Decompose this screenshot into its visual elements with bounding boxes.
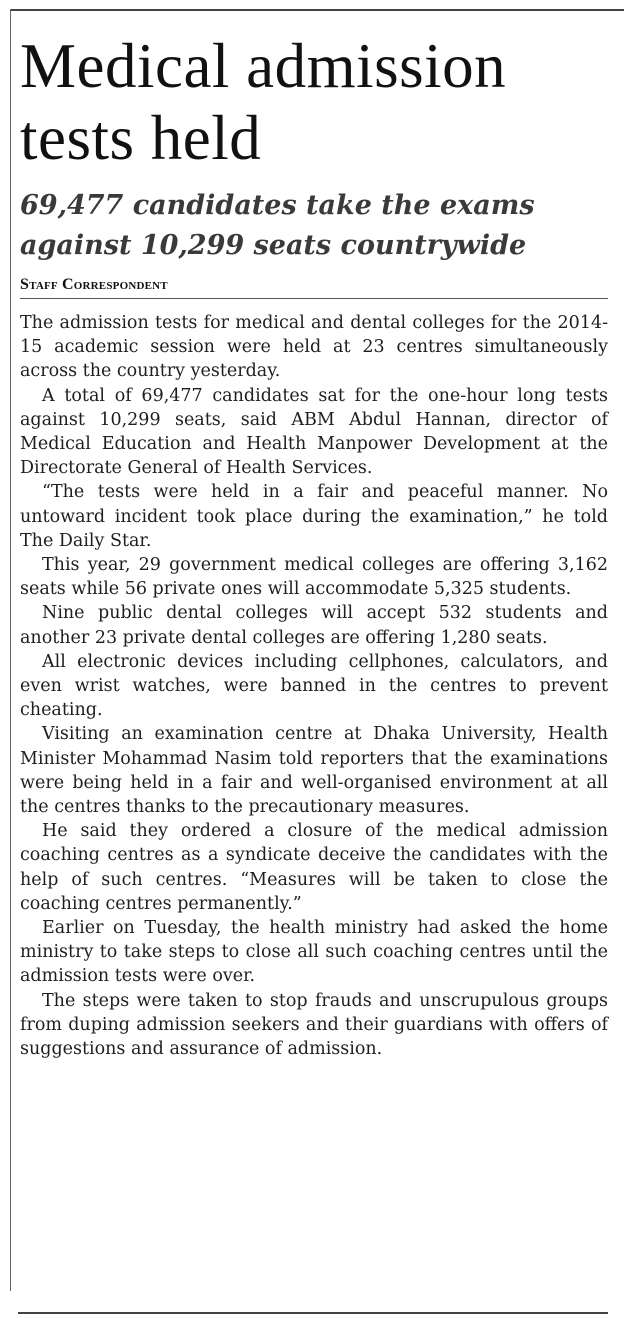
body-paragraph: Visiting an examination centre at Dhaka University, Health Minister Mohammad Nasim told reporters that the examinations were being held in a fair and well-organised environment at all the centres thanks to the precautionary measures. [20, 724, 608, 818]
body-paragraph: He said they ordered a closure of the medical admission coaching centres as a syndicate deceive the candidates with the help of such centres. “Measures will be taken to close the coaching centres permanently.” [20, 821, 608, 914]
body-paragraph: The admission tests for medical and dental colleges for the 2014-15 academic session were held at 23 centres simultaneously across the country yesterday. [20, 313, 608, 382]
article-body [20, 311, 608, 1061]
subheadline: 69,477 candidates take the exams against 10,299 seats countrywide [20, 190, 535, 261]
body-paragraph: The steps were taken to stop frauds and unscrupulous groups from duping admission seekers and their guardians with offers of suggestions and assurance of admission. [20, 990, 608, 1060]
body-paragraph: Earlier on Tuesday, the health ministry had asked the home ministry to take steps to close all such coaching centres until the admission tests were over. [20, 918, 608, 987]
news-article [20, 30, 608, 1061]
byline: Staff Correspondent [20, 276, 608, 299]
body-paragraph: All electronic devices including cellphones, calculators, and even wrist watches, were banned in the centres to prevent cheating. [20, 651, 608, 721]
top-border-rule [10, 9, 624, 11]
body-paragraph: This year, 29 government medical colleges are offering 3,162 seats while 56 private ones will accommodate 5,325 students. [20, 555, 608, 600]
body-paragraph: “The tests were held in a fair and peaceful manner. No untoward incident took place during the examination,” he told The Daily Star. [20, 482, 608, 551]
body-paragraph: Nine public dental colleges will accept 532 students and another 23 private dental colleges are offering 1,280 seats. [20, 603, 608, 648]
left-border-rule [10, 9, 11, 1291]
bottom-border-rule [18, 1312, 608, 1314]
headline: Medical admission tests held [20, 31, 507, 173]
body-paragraph: A total of 69,477 candidates sat for the one-hour long tests against 10,299 seats, said ABM Abdul Hannan, director of Medical Education and Health Manpower Development at the Directorate General of Health Services. [20, 385, 608, 479]
